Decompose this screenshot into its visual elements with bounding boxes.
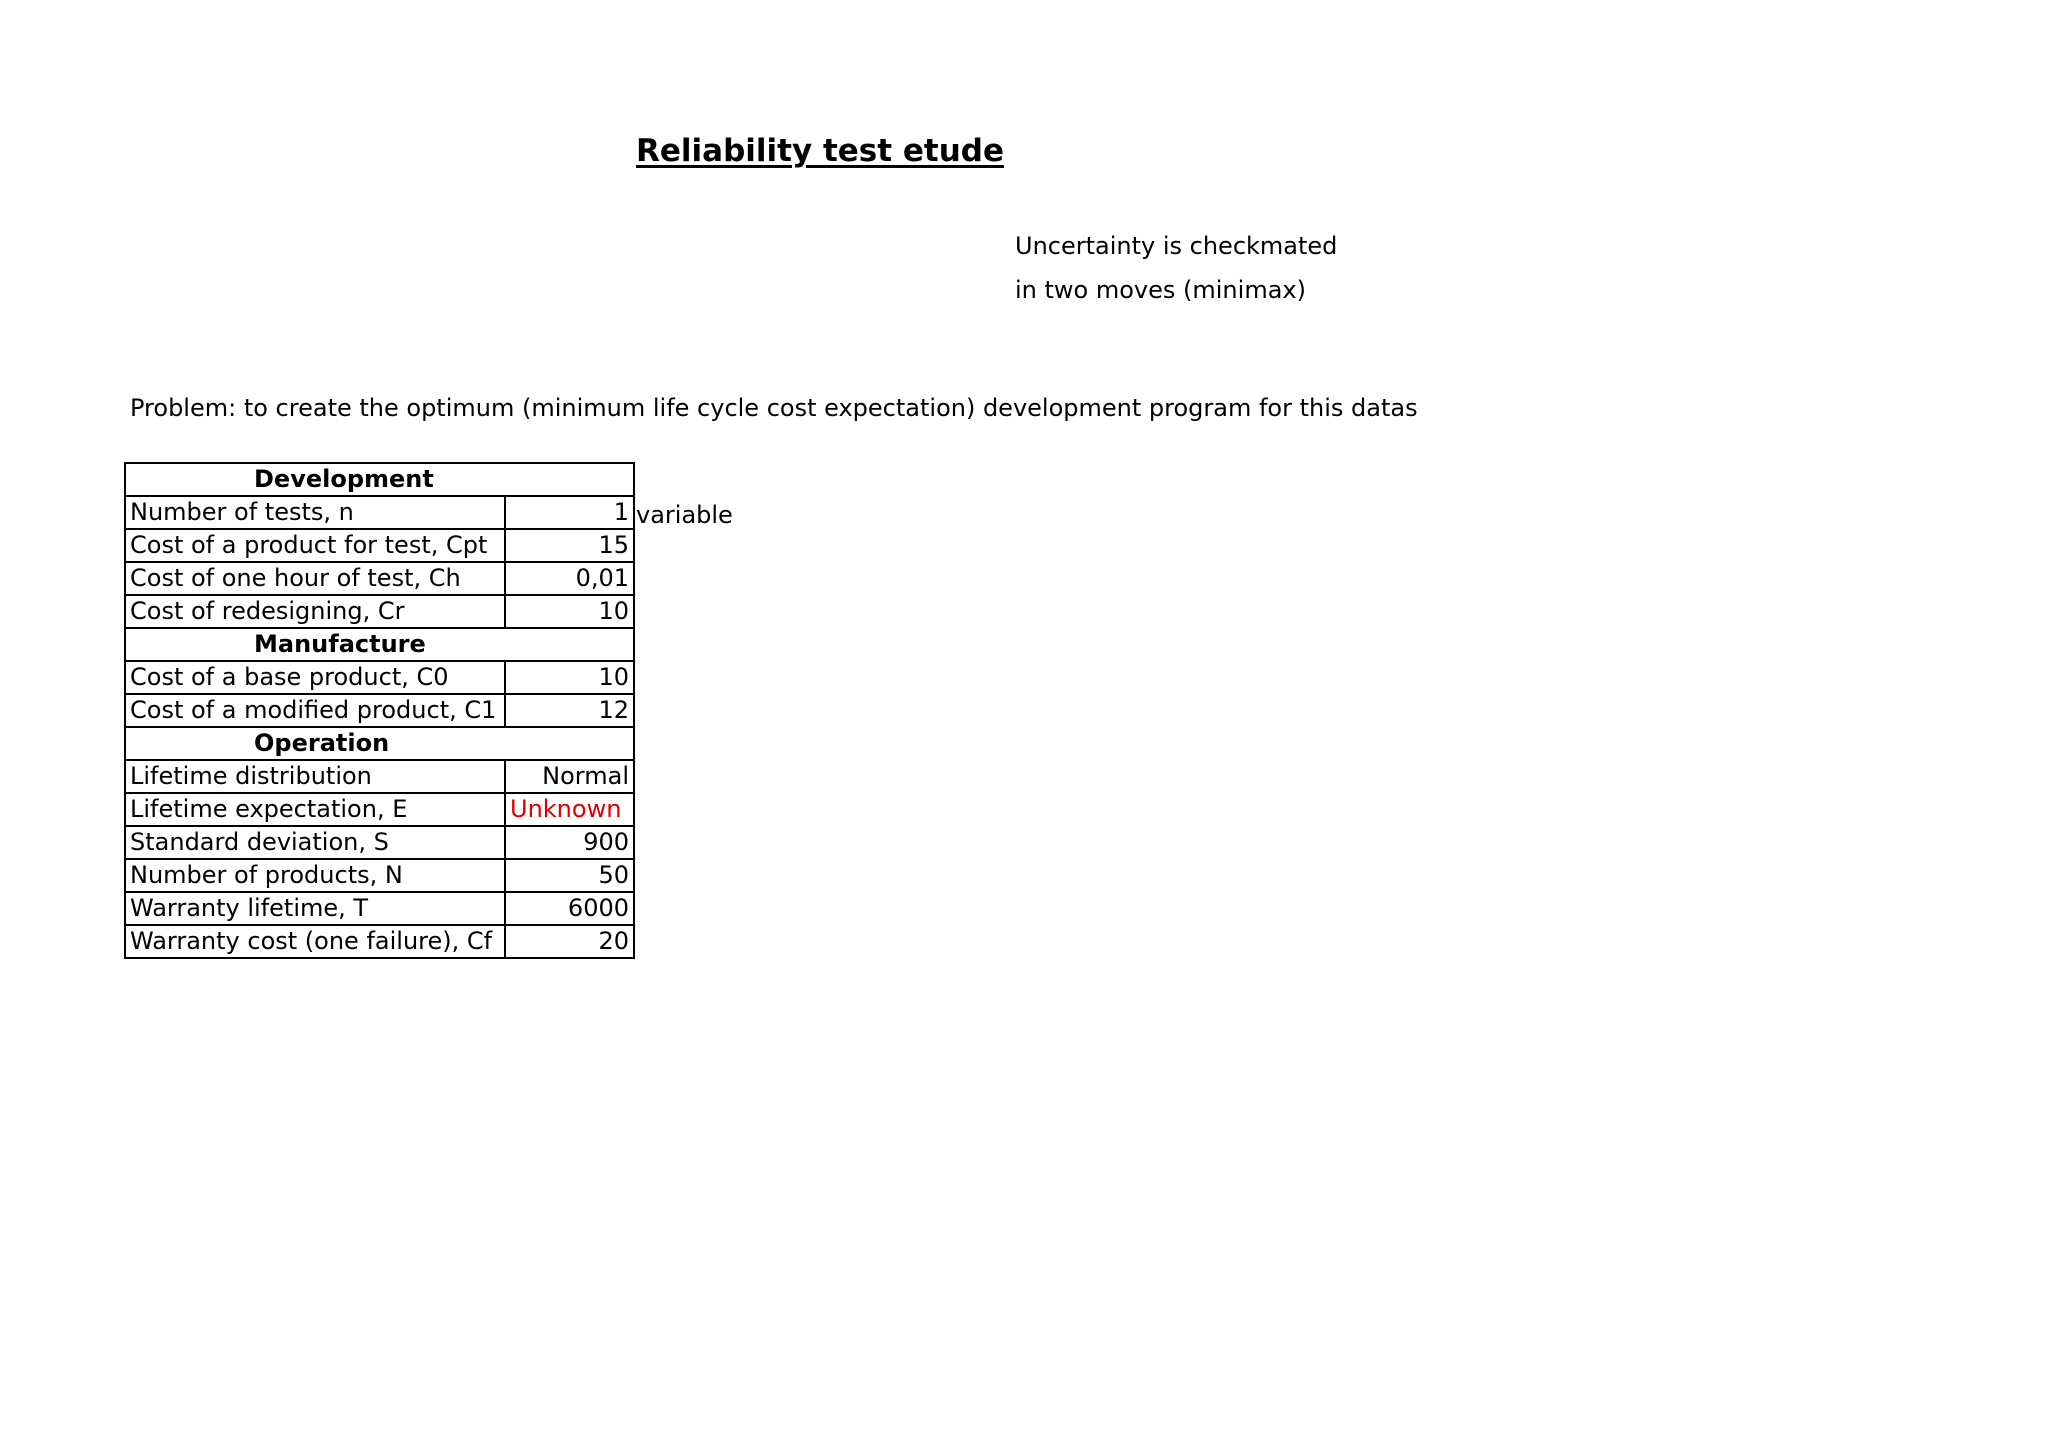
table-row <box>125 793 634 826</box>
row-label[interactable]: Number of products, N <box>125 859 505 892</box>
row-value[interactable]: 6000 <box>505 892 634 925</box>
row-label[interactable]: Lifetime distribution <box>125 760 505 793</box>
row-label[interactable]: Cost of a modified product, C1 <box>125 694 505 727</box>
row-label[interactable]: Cost of redesigning, Cr <box>125 595 505 628</box>
row-value[interactable]: 1 <box>505 496 634 529</box>
note-line-1: Uncertainty is checkmated <box>1015 232 1338 260</box>
row-value[interactable]: 12 <box>505 694 634 727</box>
row-value[interactable]: Normal <box>505 760 634 793</box>
section-title[interactable]: Development <box>125 463 634 496</box>
row-label[interactable]: Cost of a product for test, Cpt <box>125 529 505 562</box>
row-value[interactable]: 15 <box>505 529 634 562</box>
unknown-value[interactable]: Unknown <box>505 793 634 826</box>
section-header-development <box>125 463 634 496</box>
table-row <box>125 826 634 859</box>
table-row <box>125 496 634 529</box>
row-label[interactable]: Lifetime expectation, E <box>125 793 505 826</box>
table-row <box>125 562 634 595</box>
table-row <box>125 529 634 562</box>
table-row <box>125 892 634 925</box>
row-label[interactable]: Standard deviation, S <box>125 826 505 859</box>
row-value[interactable]: 20 <box>505 925 634 958</box>
table-row <box>125 694 634 727</box>
page-title: Reliability test etude <box>636 133 1004 169</box>
row-value[interactable]: 10 <box>505 595 634 628</box>
note-line-2: in two moves (minimax) <box>1015 276 1306 304</box>
problem-statement: Problem: to create the optimum (minimum life cycle cost expectation) development program for this datas <box>130 394 1418 422</box>
section-header-operation <box>125 727 634 760</box>
row-label[interactable]: Number of tests, n <box>125 496 505 529</box>
section-title[interactable]: Manufacture <box>125 628 634 661</box>
section-header-manufacture <box>125 628 634 661</box>
row-label[interactable]: Warranty cost (one failure), Cf <box>125 925 505 958</box>
table-row <box>125 661 634 694</box>
row-value[interactable]: 900 <box>505 826 634 859</box>
table-row <box>125 859 634 892</box>
row-value[interactable]: 0,01 <box>505 562 634 595</box>
row-value[interactable]: 50 <box>505 859 634 892</box>
table-row <box>125 595 634 628</box>
row-value[interactable]: 10 <box>505 661 634 694</box>
parameters-table <box>124 462 635 959</box>
row-label[interactable]: Warranty lifetime, T <box>125 892 505 925</box>
section-title[interactable]: Operation <box>125 727 634 760</box>
row-label[interactable]: Cost of a base product, C0 <box>125 661 505 694</box>
variable-note: variable <box>636 501 733 529</box>
table-row <box>125 925 634 958</box>
row-label[interactable]: Cost of one hour of test, Ch <box>125 562 505 595</box>
table-row <box>125 760 634 793</box>
